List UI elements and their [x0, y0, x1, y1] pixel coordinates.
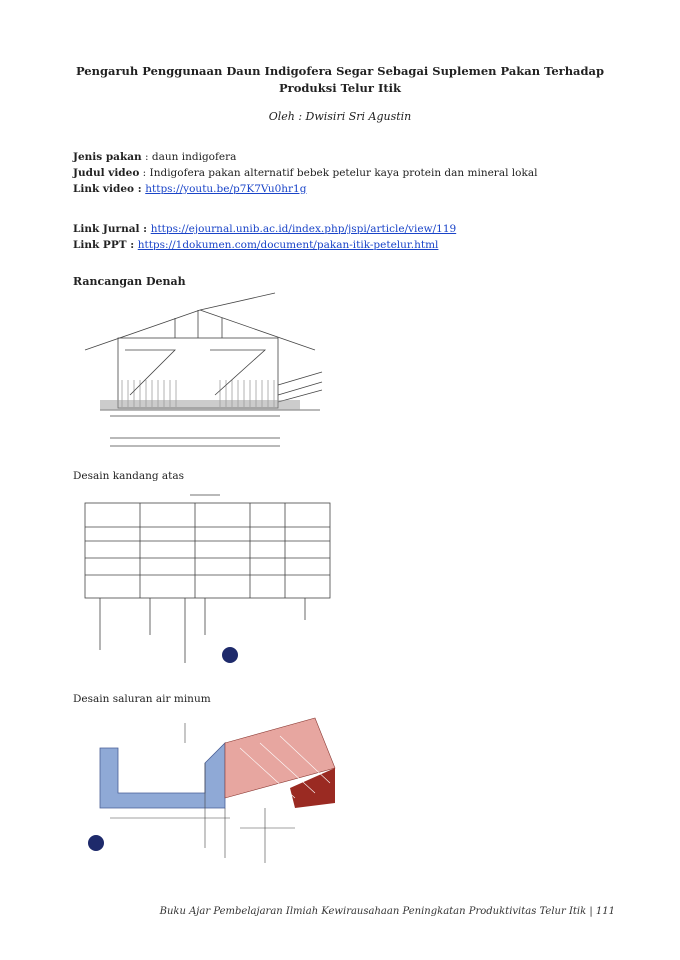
link-ppt-separator: :: [126, 239, 138, 251]
link-jurnal-label: Link Jurnal: [73, 223, 140, 235]
link-video-separator: :: [134, 183, 146, 195]
link-jurnal-line: [73, 223, 456, 235]
author-line: Oleh : Dwisiri Sri Agustin: [268, 110, 412, 123]
judul-video-line: [73, 167, 537, 179]
desain-kandang-atas-caption: Desain kandang atas: [73, 470, 185, 482]
water-channel-figure: [80, 708, 342, 873]
link-video-label: Link video: [73, 183, 135, 195]
link-ppt-label: Link PPT: [73, 239, 127, 251]
link-ppt-line: [73, 239, 438, 251]
link-video-url[interactable]: https://youtu.be/p7K7Vu0hr1g: [145, 183, 307, 195]
judul-video-value: : Indigofera pakan alternatif bebek petelur kaya protein dan mineral lokal: [139, 167, 538, 179]
link-ppt-url[interactable]: https://1dokumen.com/document/pakan-itik-petelur.html: [137, 239, 439, 251]
jenis-pakan-label: Jenis pakan: [73, 151, 142, 163]
page-footer: Buku Ajar Pembelajaran Ilmiah Kewirausahaan Peningkatan Produktivitas Telur Itik | 111: [159, 906, 615, 917]
link-jurnal-url[interactable]: https://ejournal.unib.ac.id/index.php/jspi/article/view/119: [150, 223, 457, 235]
judul-video-label: Judul video: [73, 167, 140, 179]
document-title: Pengaruh Penggunaan Daun Indigofera Segar Sebagai Suplemen Pakan Terhadap Produksi Telur Itik: [75, 64, 605, 95]
top-view-figure: [80, 485, 345, 670]
rancangan-denah-heading: Rancangan Denah: [73, 275, 186, 288]
link-jurnal-separator: :: [139, 223, 151, 235]
desain-saluran-caption: Desain saluran air minum: [73, 693, 211, 705]
jenis-pakan-value: : daun indigofera: [141, 151, 237, 163]
jenis-pakan-line: [73, 151, 236, 163]
link-video-line: [73, 183, 306, 195]
cross-section-figure: [80, 290, 340, 455]
